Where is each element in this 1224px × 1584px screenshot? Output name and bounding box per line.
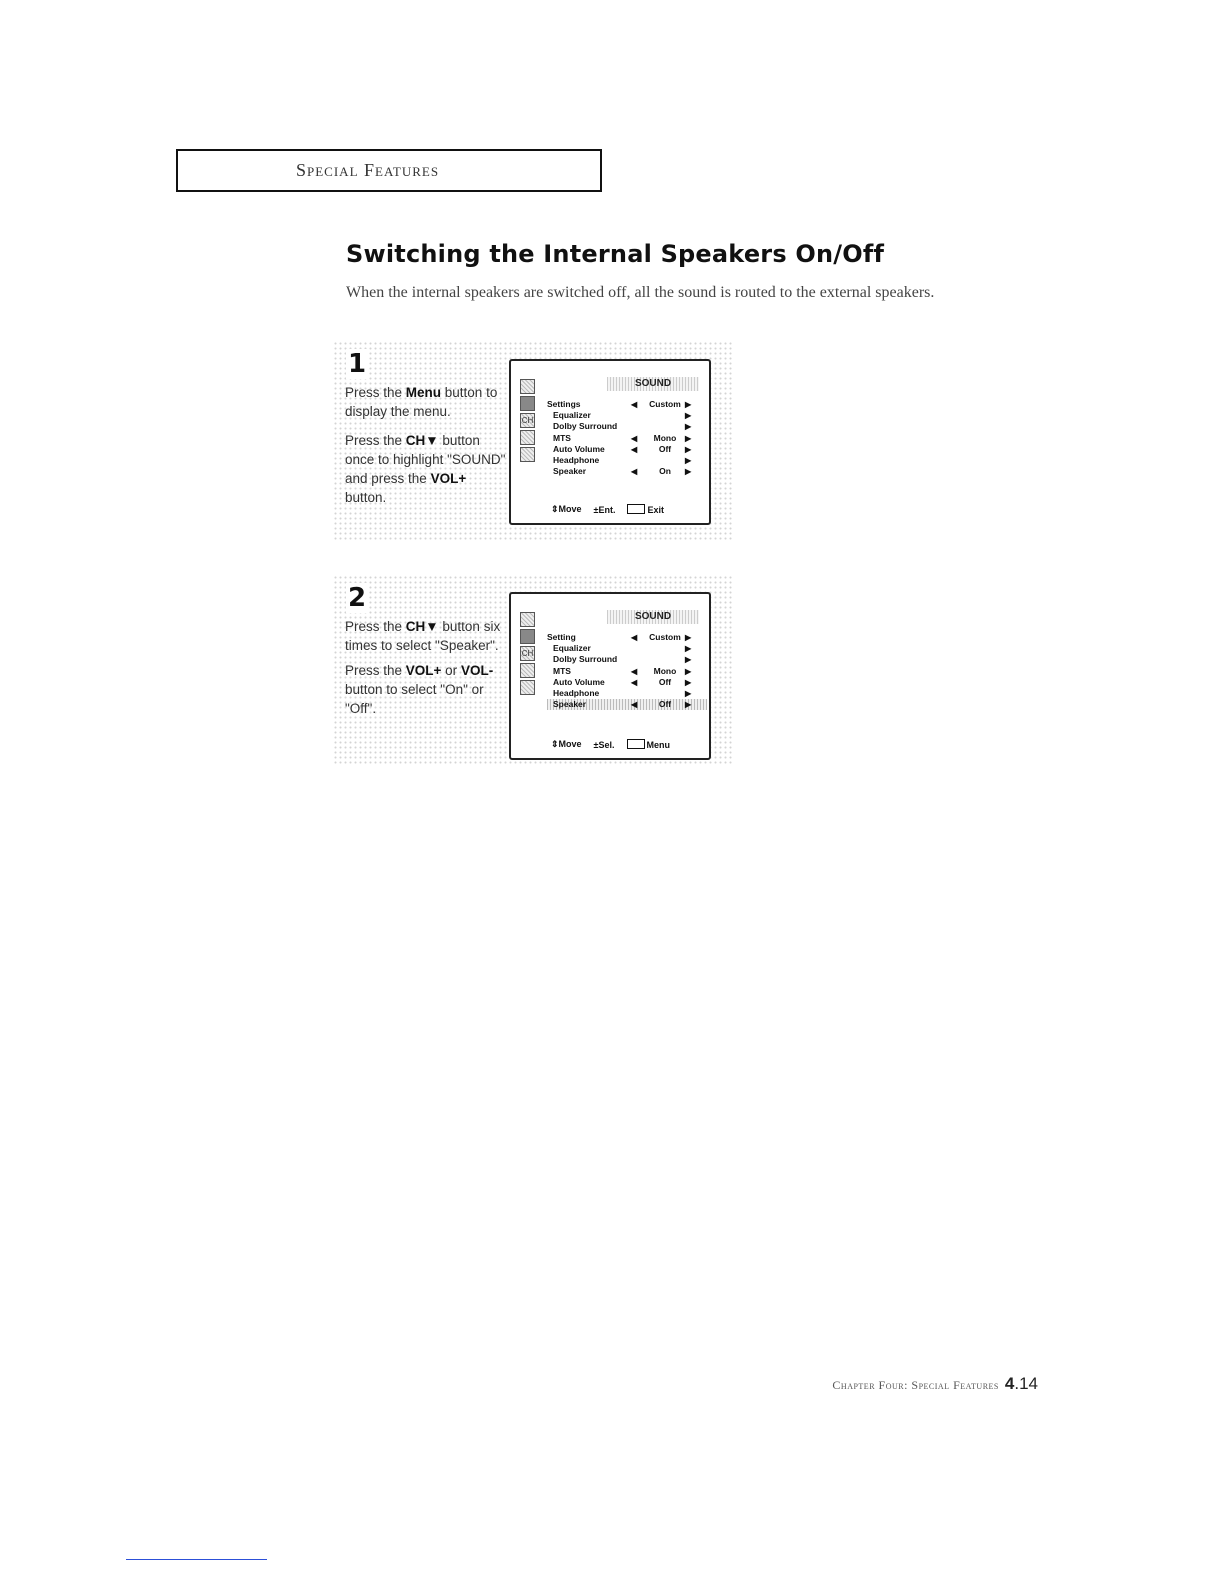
right-arrow-icon: ▶: [685, 644, 692, 654]
menu-category-icon: [520, 663, 535, 678]
right-arrow-icon: ▶: [685, 422, 692, 432]
right-arrow-icon: ▶: [685, 677, 692, 687]
menu-row-label: Settings: [547, 399, 581, 409]
menu-row: [547, 421, 707, 432]
right-arrow-icon: ▶: [685, 666, 692, 676]
right-arrow-icon: ▶: [685, 633, 692, 642]
right-arrow-icon: ▶: [685, 467, 692, 477]
menu-category-icon: CH: [520, 646, 535, 661]
left-arrow-icon: ◀: [631, 700, 638, 710]
move-hint: ⇕Move: [551, 504, 582, 514]
menu-row: [547, 410, 707, 421]
menu-row-label: MTS: [553, 432, 571, 443]
page-footer: [832, 1374, 1038, 1394]
menu-row-label: Auto Volume: [553, 443, 605, 454]
menu-row-label: MTS: [553, 665, 571, 676]
menu-row: [547, 433, 707, 444]
bottom-rule: [126, 1559, 267, 1560]
left-arrow-icon: ◀: [631, 400, 638, 409]
menu-row-value: On: [659, 466, 671, 477]
instruction-paragraph: Press the CH▼ button six times to select "Speaker".: [345, 619, 501, 653]
page-title: Switching the Internal Speakers On/Off: [346, 240, 885, 268]
menu-row-label: Auto Volume: [553, 676, 605, 687]
intro-text: When the internal speakers are switched off, all the sound is routed to the external speakers.: [346, 284, 935, 301]
right-arrow-icon: ▶: [685, 688, 692, 698]
right-arrow-icon: ▶: [685, 433, 692, 443]
step-1-panel: [333, 341, 733, 541]
menu-category-icon: [520, 680, 535, 695]
instruction-paragraph: Press the Menu button to display the menu.: [345, 385, 498, 419]
menu-row-label: Equalizer: [553, 643, 591, 654]
menu-row: [547, 699, 707, 710]
step-instructions: [345, 383, 507, 517]
exit-hint: Exit: [627, 504, 664, 515]
menu-footer: [551, 504, 664, 515]
menu-hint: Menu: [627, 739, 671, 750]
menu-row-label: Speaker: [553, 466, 587, 477]
enter-hint: ±Ent.: [593, 504, 616, 515]
menu-category-icon: [520, 396, 535, 411]
sound-menu-screen: [509, 592, 711, 760]
section-header: Special Features: [296, 160, 440, 180]
menu-row-value: Custom: [649, 632, 681, 642]
menu-row-label: Setting: [547, 632, 576, 642]
sound-menu-screen: [509, 359, 711, 525]
left-arrow-icon: ◀: [631, 444, 638, 454]
section-header-box: [176, 149, 602, 192]
page-number: 4.14: [1004, 1374, 1038, 1393]
menu-category-icon: [520, 430, 535, 445]
left-arrow-icon: ◀: [631, 677, 638, 687]
menu-row: [547, 688, 707, 699]
menu-box-icon: [627, 739, 645, 749]
menu-row: [547, 677, 707, 688]
left-arrow-icon: ◀: [631, 633, 638, 642]
menu-category-icon: [520, 379, 535, 394]
menu-row-label: Headphone: [553, 687, 600, 698]
menu-row-value: Mono: [653, 432, 677, 443]
menu-rows: [547, 399, 707, 477]
menu-icon-column: [520, 612, 536, 695]
right-arrow-icon: ▶: [685, 444, 692, 454]
menu-row-label: Equalizer: [553, 410, 591, 421]
menu-row: [547, 455, 707, 466]
step-2-panel: [333, 575, 733, 765]
menu-row-value: Mono: [653, 665, 677, 676]
menu-category-icon: [520, 447, 535, 462]
menu-header: SOUND: [607, 610, 699, 624]
menu-row: [547, 643, 707, 654]
left-arrow-icon: ◀: [631, 666, 638, 676]
menu-row-label: Speaker: [553, 699, 587, 710]
menu-category-icon: [520, 629, 535, 644]
step-number: 1: [348, 349, 367, 379]
menu-box-icon: [627, 504, 645, 514]
step-instructions: [345, 617, 507, 724]
move-hint: ⇕Move: [551, 739, 582, 749]
left-arrow-icon: ◀: [631, 433, 638, 443]
menu-row-label: Dolby Surround: [553, 421, 618, 432]
menu-row: [547, 466, 707, 477]
menu-row-value: Off: [658, 699, 672, 710]
menu-category-icon: CH: [520, 413, 535, 428]
instruction-paragraph: Press the CH▼ button once to highlight "SOUND" and press the VOL+ button.: [345, 433, 506, 505]
instruction-paragraph: Press the VOL+ or VOL- button to select "On" or "Off".: [345, 663, 494, 716]
menu-category-icon: [520, 612, 535, 627]
step-number: 2: [348, 583, 367, 613]
right-arrow-icon: ▶: [685, 700, 692, 710]
right-arrow-icon: ▶: [685, 400, 692, 409]
left-arrow-icon: ◀: [631, 467, 638, 477]
menu-row: [547, 632, 707, 643]
menu-rows: [547, 632, 707, 710]
chapter-label: Chapter Four: Special Features: [832, 1378, 999, 1392]
menu-row-value: Off: [658, 676, 672, 687]
menu-row-value: Off: [658, 443, 672, 454]
menu-header: SOUND: [607, 377, 699, 391]
menu-row-value: Custom: [649, 399, 681, 409]
menu-row: [547, 444, 707, 455]
right-arrow-icon: ▶: [685, 411, 692, 421]
menu-row-label: Headphone: [553, 454, 600, 465]
menu-footer: [551, 739, 670, 750]
menu-icon-column: [520, 379, 536, 462]
menu-row: [547, 399, 707, 410]
menu-row: [547, 666, 707, 677]
menu-row-label: Dolby Surround: [553, 654, 618, 665]
select-hint: ±Sel.: [593, 739, 615, 750]
right-arrow-icon: ▶: [685, 655, 692, 665]
right-arrow-icon: ▶: [685, 455, 692, 465]
menu-row: [547, 654, 707, 665]
